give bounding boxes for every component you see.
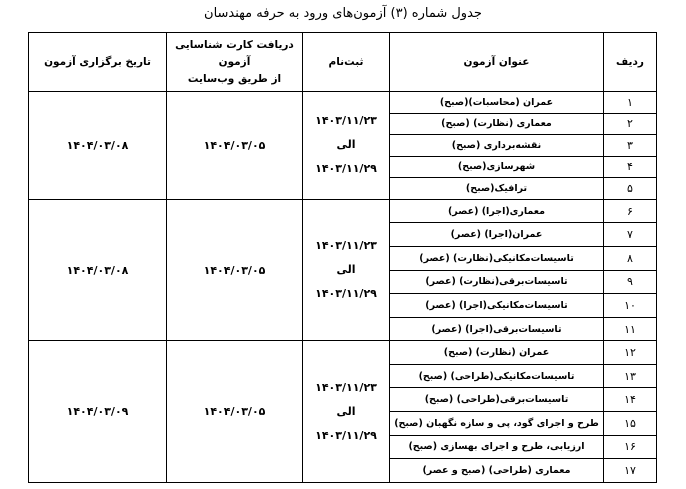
exam-title: تاسیسات‌برقی(اجرا) (عصر) <box>390 317 604 341</box>
exam-title: تاسیسات‌مکانیکی(نظارت) (عصر) <box>390 246 604 270</box>
exam-title: طرح و اجرای گود، پی و سازه نگهبان (صبح) <box>390 412 604 436</box>
exam-title: عمران (نظارت) (صبح) <box>390 341 604 365</box>
exam-schedule-table <box>28 32 657 483</box>
header-row-number: ردیف <box>604 33 657 92</box>
table-caption: جدول شماره (۳) آزمون‌های ورود به حرفه مهندسان <box>204 6 482 21</box>
row-number: ۱۳ <box>604 364 657 388</box>
row-number: ۴ <box>604 156 657 178</box>
exam-date: ۱۴۰۴/۰۳/۰۸ <box>29 199 167 341</box>
row-number: ۱ <box>604 92 657 114</box>
exam-date: ۱۴۰۴/۰۳/۰۸ <box>29 92 167 200</box>
row-number: ۱۰ <box>604 294 657 318</box>
registration-to: ۱۴۰۳/۱۱/۲۹ <box>315 428 377 442</box>
header-exam-date: تاریخ برگزاری آزمون <box>29 33 167 92</box>
exam-title: ترافیک(صبح) <box>390 178 604 200</box>
header-id-card-line2: از طریق وب‌سایت <box>187 72 282 85</box>
exam-title: معماری (طراحی) (صبح و عصر) <box>390 459 604 483</box>
registration-to-word: الی <box>336 263 356 277</box>
exam-title: ارزیابی، طرح و اجرای بهسازی (صبح) <box>390 435 604 459</box>
header-id-card <box>167 33 303 92</box>
registration-from: ۱۴۰۳/۱۱/۲۳ <box>315 114 377 128</box>
table-body <box>29 92 657 483</box>
header-exam-title: عنوان آزمون <box>390 33 604 92</box>
row-number: ۲ <box>604 113 657 135</box>
registration-period <box>303 199 390 341</box>
row-number: ۱۴ <box>604 388 657 412</box>
exam-title: نقشه‌برداری (صبح) <box>390 135 604 157</box>
registration-from: ۱۴۰۳/۱۱/۲۳ <box>315 380 377 394</box>
header-row <box>29 33 657 92</box>
row-number: ۶ <box>604 199 657 223</box>
table-row <box>29 199 657 223</box>
exam-title: تاسیسات‌مکانیکی(اجرا) (عصر) <box>390 294 604 318</box>
registration-to-word: الی <box>336 404 356 418</box>
header-id-card-line1: دریافت کارت شناسایی آزمون <box>175 38 294 68</box>
exam-title: تاسیسات‌مکانیکی(طراحی) (صبح) <box>390 364 604 388</box>
exam-title: عمران (محاسبات)(صبح) <box>390 92 604 114</box>
header-registration: ثبت‌نام <box>303 33 390 92</box>
exam-title: تاسیسات‌برقی(نظارت) (عصر) <box>390 270 604 294</box>
exam-title: معماری (نظارت) (صبح) <box>390 113 604 135</box>
row-number: ۳ <box>604 135 657 157</box>
id-card-date: ۱۴۰۴/۰۳/۰۵ <box>167 341 303 483</box>
registration-to-word: الی <box>336 138 356 152</box>
row-number: ۵ <box>604 178 657 200</box>
row-number: ۱۱ <box>604 317 657 341</box>
registration-to: ۱۴۰۳/۱۱/۲۹ <box>315 162 377 176</box>
row-number: ۱۶ <box>604 435 657 459</box>
exam-title: شهرسازی(صبح) <box>390 156 604 178</box>
id-card-date: ۱۴۰۴/۰۳/۰۵ <box>167 92 303 200</box>
exam-title: عمران(اجرا) (عصر) <box>390 223 604 247</box>
exam-title: تاسیسات‌برقی(طراحی) (صبح) <box>390 388 604 412</box>
row-number: ۸ <box>604 246 657 270</box>
exam-title: معماری(اجرا) (عصر) <box>390 199 604 223</box>
registration-from: ۱۴۰۳/۱۱/۲۳ <box>315 239 377 253</box>
registration-period <box>303 341 390 483</box>
registration-period <box>303 92 390 200</box>
row-number: ۱۲ <box>604 341 657 365</box>
row-number: ۷ <box>604 223 657 247</box>
exam-date: ۱۴۰۴/۰۳/۰۹ <box>29 341 167 483</box>
table-row <box>29 341 657 365</box>
id-card-date: ۱۴۰۴/۰۳/۰۵ <box>167 199 303 341</box>
row-number: ۱۵ <box>604 412 657 436</box>
row-number: ۱۷ <box>604 459 657 483</box>
row-number: ۹ <box>604 270 657 294</box>
registration-to: ۱۴۰۳/۱۱/۲۹ <box>315 287 377 301</box>
table-row <box>29 92 657 114</box>
